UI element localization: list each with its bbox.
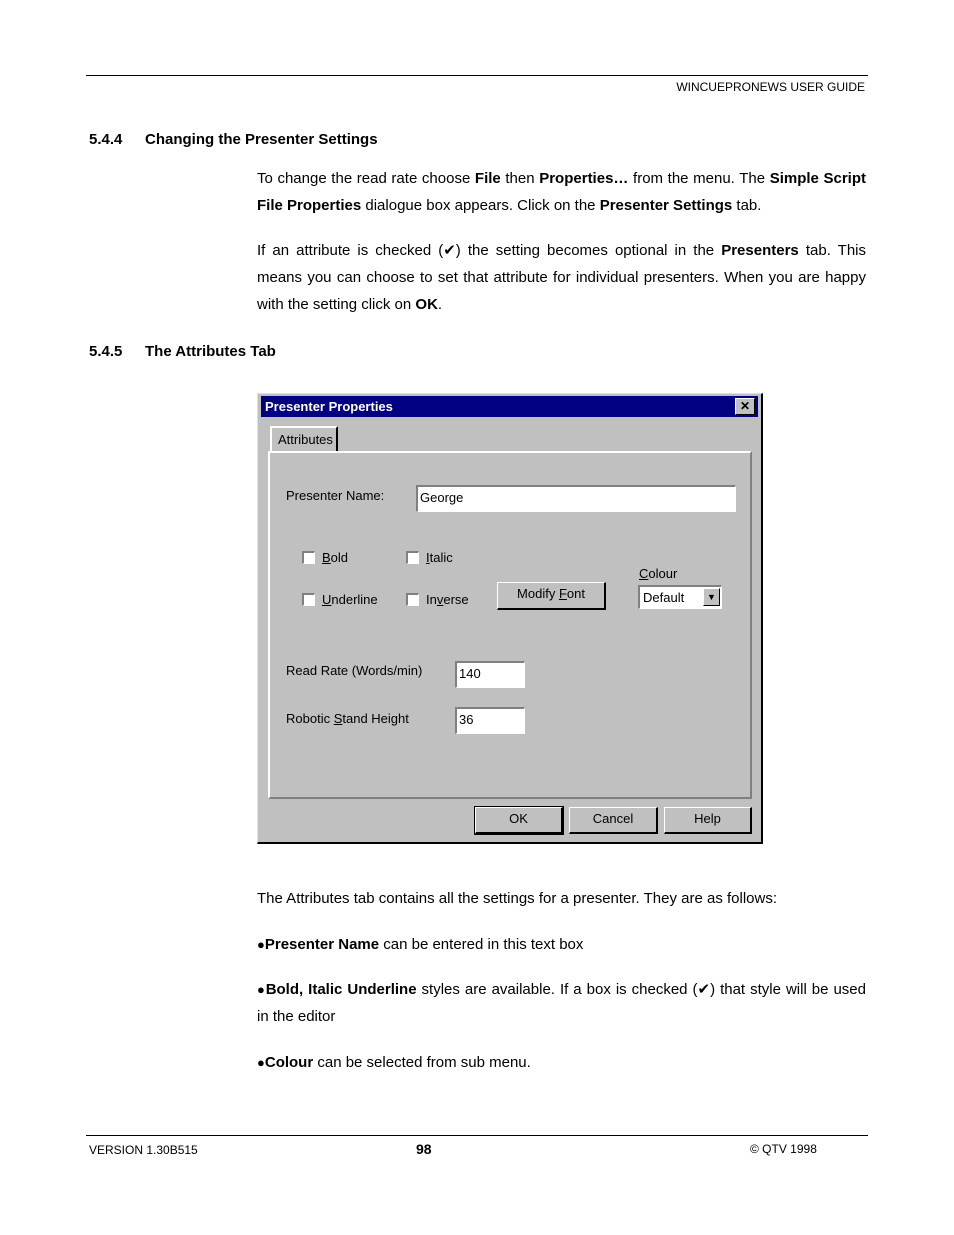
bullet-icon: ●	[257, 1055, 265, 1070]
bullet-icon: ●	[257, 937, 265, 952]
inverse-label: Inverse	[426, 592, 469, 607]
footer-version: VERSION 1.30B515	[89, 1143, 198, 1157]
bullet-text: can be selected from sub menu.	[313, 1054, 531, 1071]
bullet-term: Presenter Name	[264, 936, 380, 953]
footer-rule	[86, 1135, 868, 1136]
stand-height-label: Robotic Stand Height	[286, 711, 409, 726]
bullet-text: can be entered in this text box	[379, 936, 584, 953]
bullet-presenter-name	[257, 931, 866, 958]
menu-properties-ref: Properties…	[539, 170, 629, 187]
bullet-icon: ●	[257, 982, 266, 997]
presenter-properties-dialog	[257, 393, 763, 844]
text-run: .	[437, 296, 443, 313]
bullet-term: Bold, Italic Underline	[265, 981, 417, 998]
section-title: Changing the Presenter Settings	[145, 131, 378, 148]
text-run: dialogue box appears. Click on the	[361, 197, 600, 214]
section-heading-attributes-tab	[89, 343, 276, 360]
text-run: tab.	[732, 197, 762, 214]
text-run: from the menu. The	[628, 170, 770, 187]
text-run: To change the read rate choose	[257, 170, 475, 187]
tab-name-ref: Presenters	[721, 242, 799, 259]
presenter-name-value: George	[420, 490, 464, 505]
stand-height-input[interactable]	[455, 707, 525, 734]
section-number: 5.4.4	[89, 131, 123, 148]
presenter-name-input[interactable]	[416, 485, 736, 512]
section-number: 5.4.5	[89, 343, 123, 360]
paragraph-read-rate	[257, 165, 866, 219]
text-run: If an attribute is checked (✔) the setting becomes optional in the	[257, 242, 722, 259]
text-run: tab. This means you can choose to set that attribute for individual presenters. When you are happy with the setting click on	[257, 242, 866, 313]
section-title: The Attributes Tab	[145, 343, 276, 360]
header-rule	[86, 75, 868, 76]
ok-button[interactable]: OK	[475, 807, 563, 834]
underline-label: Underline	[322, 592, 378, 607]
bold-label: Bold	[322, 550, 349, 565]
read-rate-label: Read Rate (Words/min)	[286, 663, 423, 678]
modify-font-button[interactable]: Modify Font	[497, 582, 606, 610]
page-number: 98	[416, 1141, 432, 1157]
tab-name-ref: Presenter Settings	[599, 197, 733, 214]
text-run: then	[500, 170, 540, 187]
underline-checkbox[interactable]	[302, 593, 315, 606]
bullet-text: styles are available. If a box is checked (✔) that style will be used in the editor	[257, 981, 866, 1025]
tab-label: Attributes	[278, 432, 333, 447]
colour-select[interactable]	[638, 585, 722, 609]
help-button[interactable]: Help	[664, 807, 752, 834]
colour-value: Default	[643, 590, 685, 605]
running-header: WINCUEPRONEWS USER GUIDE	[676, 80, 865, 94]
close-icon[interactable]: ✕	[735, 398, 755, 415]
dialog-titlebar[interactable]	[261, 396, 758, 417]
presenter-name-label: Presenter Name:	[286, 488, 385, 503]
colour-label: Colour	[639, 566, 678, 581]
cancel-button[interactable]: Cancel	[569, 807, 658, 834]
read-rate-value: 140	[459, 666, 481, 681]
chevron-down-icon[interactable]: ▼	[703, 588, 720, 606]
ok-ref: OK	[415, 296, 438, 313]
italic-checkbox[interactable]	[406, 551, 419, 564]
bullet-colour	[257, 1049, 866, 1076]
footer-copyright: © QTV 1998	[750, 1142, 817, 1156]
paragraph-attributes-intro: The Attributes tab contains all the settings for a presenter. They are as follows:	[257, 890, 778, 907]
stand-height-value: 36	[459, 712, 474, 727]
paragraph-optional-attributes	[257, 237, 866, 318]
menu-file-ref: File	[474, 170, 501, 187]
read-rate-input[interactable]	[455, 661, 525, 688]
italic-label: Italic	[426, 550, 453, 565]
bold-checkbox[interactable]	[302, 551, 315, 564]
tab-attributes[interactable]	[270, 426, 338, 451]
bullet-term: Colour	[264, 1054, 314, 1071]
dialog-name-ref: Simple Script File Properties	[257, 170, 867, 214]
inverse-checkbox[interactable]	[406, 593, 419, 606]
dialog-title: Presenter Properties	[265, 399, 393, 414]
bullet-styles	[257, 976, 866, 1030]
section-heading-presenter-settings	[89, 131, 378, 148]
